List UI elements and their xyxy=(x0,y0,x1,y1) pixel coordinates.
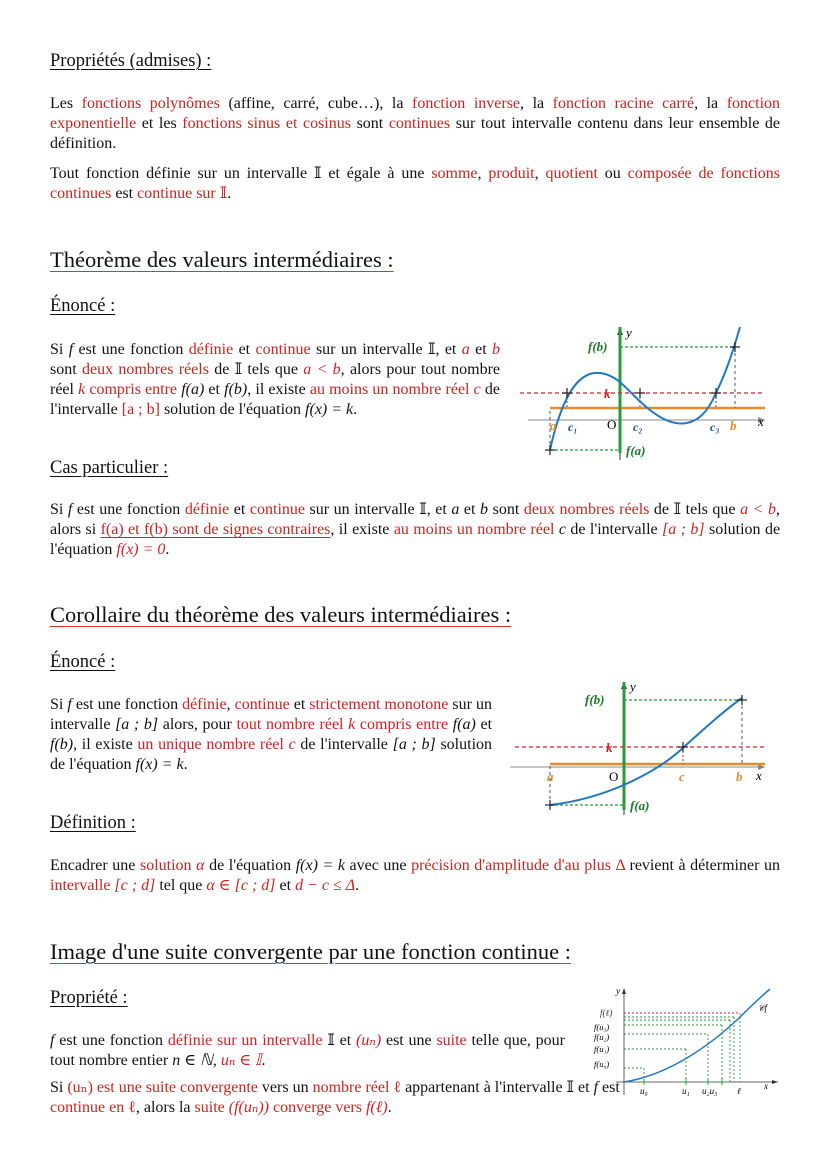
ivt-enonce-heading: Énoncé : xyxy=(50,296,116,316)
definition-paragraph: Encadrer une solution α de l'équation f(x) = k avec une précision d'amplitude d'au plus Δ revient à déterminer un intervalle [c ; d] tel que α ∈ [c ; d] et d − c ≤ Δ. xyxy=(50,857,781,894)
ivt-graph xyxy=(520,325,770,465)
corollary-graph-fb-label: f(b) xyxy=(585,692,605,707)
corollary-enonce-heading: Énoncé : xyxy=(50,652,116,672)
corollary-graph-fa-label: f(a) xyxy=(630,798,650,813)
property-heading: Propriété : xyxy=(50,988,128,1008)
corollary-graph-b-label: b xyxy=(736,769,743,784)
sequence-graph-fu3-label: f(u₃) xyxy=(594,1022,610,1032)
sequence-graph-u0-label: u₀ xyxy=(640,1086,648,1096)
ivt-special-case-paragraph: Si f est une fonction définie et continue sur un intervalle 𝕀, et a et b sont deux nombres réels de 𝕀 tels que a < b, alors si f(a) et f(b) sont de signes contraires, il existe au moins un nombre réel c de l'intervalle [a ; b] solution de l'équation f(x) = 0. xyxy=(50,501,781,558)
corollary-graph-c-label: c xyxy=(679,769,685,784)
corollary-statement: Si f est une fonction définie, continue et strictement monotone sur un intervalle [a ; b] alors, pour tout nombre réel k compris entre f(a) et f(b), il existe un unique nombre réel c de l'intervalle [a ; b] solution de l'équation f(x) = k. xyxy=(50,696,493,773)
property-paragraph-1: f est une fonction définie sur un intervalle 𝕀 et (uₙ) est une suite telle que, pour tout nombre entier n ∈ ℕ, uₙ ∈ 𝕀. xyxy=(50,1032,566,1069)
sequence-graph xyxy=(588,985,788,1097)
convergent-sequence-title: Image d'une suite convergente par une fonction continue : xyxy=(50,939,571,964)
ivt-graph-x-label: x xyxy=(758,414,764,429)
properties-heading: Propriétés (admises) : xyxy=(50,51,212,71)
sequence-graph-curve-label: 𝒞f xyxy=(758,1003,768,1013)
sequence-graph-y-label: y xyxy=(616,986,620,996)
corollary-graph xyxy=(510,680,770,820)
ivt-graph-origin-label: O xyxy=(607,417,617,432)
sequence-graph-fl-label: f(ℓ) xyxy=(600,1008,613,1018)
sequence-graph-u1-label: u₁ xyxy=(682,1086,690,1096)
property-paragraph-2: Si (uₙ) est une suite convergente vers un nombre réel ℓ appartenant à l'intervalle 𝕀 et f est continue en ℓ, alors la suite (f(uₙ)) converge vers f(ℓ). xyxy=(50,1079,620,1116)
ivt-graph-y-label: y xyxy=(626,325,632,340)
properties-paragraph-1: Les fonctions polynômes (affine, carré, cube…), la fonction inverse, la fonction racine carré, la fonction exponentielle et les fonctions sinus et cosinus sont continues sur tout intervalle contenu dans leur ensemble de définition. xyxy=(50,95,781,152)
corollary-graph-y-label: y xyxy=(630,679,636,694)
sequence-graph-x-label: x xyxy=(764,1081,768,1091)
definition-heading: Définition : xyxy=(50,813,136,833)
ivt-special-case-heading: Cas particulier : xyxy=(50,458,169,478)
ivt-graph-c2-label: c₂ xyxy=(633,420,643,434)
sequence-graph-fu1-label: f(u₁) xyxy=(594,1044,610,1054)
ivt-graph-fb-label: f(b) xyxy=(588,339,608,354)
corollary-graph-k-label: k xyxy=(606,740,613,755)
ivt-statement: Si f est une fonction définie et continue sur un intervalle 𝕀, et a et b sont deux nombres réels de 𝕀 tels que a < b, alors pour tout nombre réel k compris entre f(a) et f(b), il existe au moins un nombre réel c de l'intervalle [a ; b] solution de l'équation f(x) = k. xyxy=(50,341,501,418)
ivt-graph-k-label: k xyxy=(604,386,611,401)
ivt-title: Théorème des valeurs intermédiaires : xyxy=(50,247,394,272)
sequence-graph-u2u3-label: u₂u₃ xyxy=(702,1086,718,1096)
sequence-graph-fu2-label: f(u₂) xyxy=(594,1032,610,1042)
ivt-graph-fa-label: f(a) xyxy=(626,443,646,458)
ivt-graph-b-label: b xyxy=(730,418,737,433)
corollary-graph-origin-label: O xyxy=(609,769,619,784)
sequence-graph-fu0-label: f(u₀) xyxy=(594,1059,610,1069)
corollary-title: Corollaire du théorème des valeurs intermédiaires : xyxy=(50,602,512,627)
corollary-graph-x-label: x xyxy=(756,768,762,783)
ivt-graph-a-label: a xyxy=(550,418,557,433)
corollary-graph-a-label: a xyxy=(547,769,554,784)
sequence-graph-l-label: ℓ xyxy=(737,1086,741,1096)
ivt-graph-c3-label: c₃ xyxy=(710,420,720,434)
ivt-graph-c1-label: c₁ xyxy=(568,420,578,434)
properties-paragraph-2: Tout fonction définie sur un intervalle 𝕀 et égale à une somme, produit, quotient ou composée de fonctions continues est continue sur 𝕀. xyxy=(50,165,781,202)
